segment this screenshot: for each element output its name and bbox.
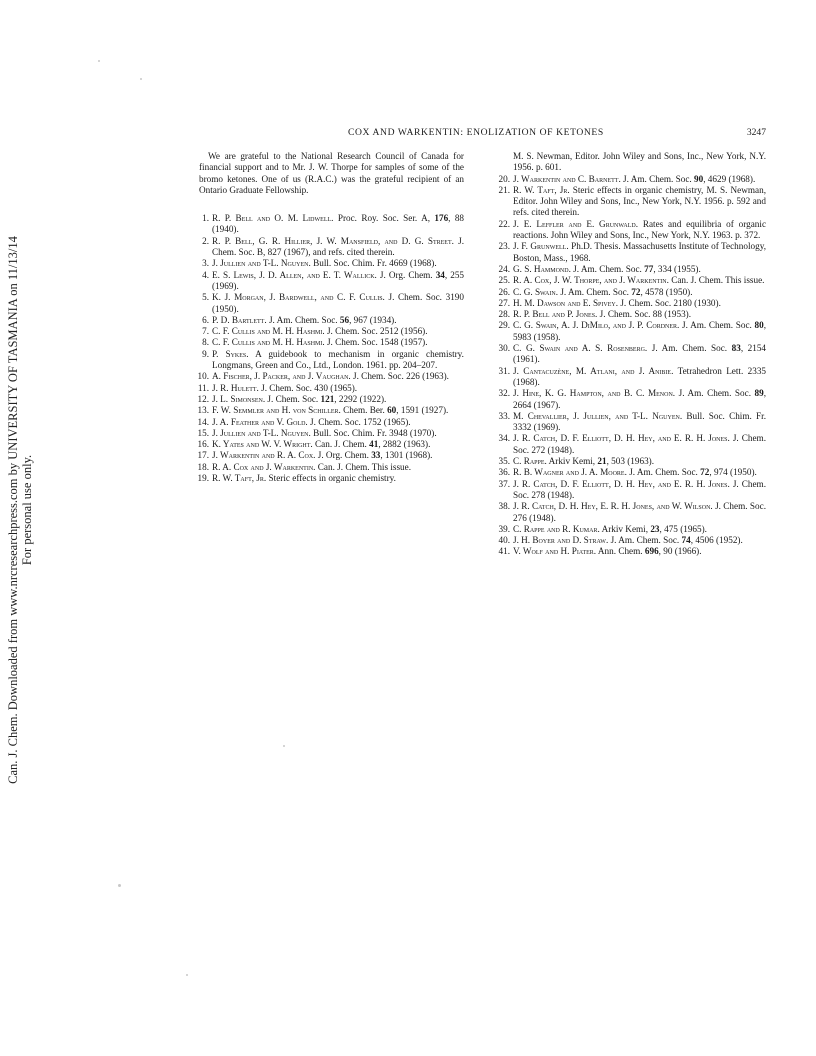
reference-source: J. Chem. Soc. 3190 (1950). [212, 292, 464, 314]
running-title: COX AND WARKENTIN: ENOLIZATION OF KETONES [348, 127, 604, 138]
reference-source: J. Chem. Soc. 430 (1965). [261, 382, 358, 393]
reference-item [199, 428, 464, 439]
reference-volume: 176 [434, 213, 449, 224]
reference-number: 9. [202, 348, 209, 359]
reference-authors: R. P. Bell and P. Jones. [513, 309, 598, 320]
reference-authors: J. Cantacuzène, M. Atlani, and J. Anibie. [513, 365, 674, 376]
reference-number: 24. [498, 263, 510, 274]
reference-source: Tetrahedron Lett. 2335 (1968). [513, 365, 767, 387]
reference-item [199, 450, 464, 461]
reference-authors: P. D. Bartlett. [212, 314, 267, 325]
reference-pages: , 475 (1965). [659, 523, 707, 534]
reference-authors: H. M. Dawson and E. Spivey. [513, 297, 619, 308]
reference-number: 35. [498, 456, 510, 467]
reference-number: 31. [498, 365, 510, 376]
download-notice-line: Can. J. Chem. Downloaded from www.nrcresearchpress.com by UNIVERSITY OF TASMANIA on 11/13/14 [6, 236, 20, 784]
reference-source: Bull. Soc. Chim. Fr. 3948 (1970). [313, 427, 437, 438]
reference-authors: C. G. Swain, A. J. DiMilo, and J. P. Cordner. [513, 320, 680, 331]
reference-authors: V. Wolf and H. Piater. [513, 546, 597, 557]
reference-authors: R. P. Bell, G. R. Hillier, J. W. Mansfield, and D. G. Street. [212, 235, 454, 246]
reference-source: J. Am. Chem. Soc. [623, 173, 692, 184]
reference-number: 36. [498, 467, 510, 478]
reference-number: 27. [498, 297, 510, 308]
reference-item [199, 405, 464, 416]
reference-item [199, 270, 464, 293]
reference-authors: J. Jullien and T-L. Nguyen. [212, 427, 311, 438]
reference-item [500, 343, 766, 366]
reference-item [199, 349, 464, 372]
reference-pages: , 4578 (1950). [640, 286, 693, 297]
reference-source: J. Chem. Soc. 88 (1953). [599, 309, 692, 320]
reference-number: 32. [498, 388, 510, 399]
acknowledgement: We are grateful to the National Research Council of Canada for financial support and to Mr. J. W. Thorpe for samples of some of the bromo ketones. One of us (R.A.C.) was the grateful recipient of an Ontario Graduate Fellowship. [199, 151, 464, 195]
reference-number: 5. [202, 292, 209, 303]
reference-volume: 83 [731, 343, 741, 354]
reference-item [500, 411, 766, 434]
reference-source: Steric effects in organic chemistry. [268, 473, 396, 484]
reference-volume: 696 [644, 546, 659, 557]
reference-number: 12. [197, 393, 209, 404]
reference-source: Ph.D. Thesis. Massachusetts Institute of Technology, Boston, Mass., 1968. [513, 241, 767, 263]
reference-source: J. Chem. Soc. 272 (1948). [513, 433, 766, 455]
reference-volume: 77 [644, 263, 654, 274]
reference-authors: J. R. Catch, D. F. Elliott, D. H. Hey, and E. R. H. Jones. [513, 478, 730, 489]
reference-item [500, 174, 766, 185]
reference-item [500, 535, 766, 546]
reference-authors: J. R. Hulett. [212, 382, 259, 393]
reference-item [199, 258, 464, 269]
reference-item [500, 185, 766, 219]
reference-source: J. Chem. Soc. 1752 (1965). [310, 416, 411, 427]
reference-authors: C. Rappe. [513, 456, 547, 467]
reference-authors: C. G. Swain. [513, 286, 559, 297]
reference-source: Ann. Chem. [597, 546, 643, 557]
reference-item [500, 433, 766, 456]
reference-item [500, 320, 766, 343]
reference-volume: 60 [387, 405, 397, 416]
reference-number: 19. [197, 473, 209, 484]
reference-19-continuation: M. S. Newman, Editor. John Wiley and Sons, Inc., New York, N.Y. 1956. p. 601. [513, 151, 766, 173]
reference-source: J. Chem. Soc. B, 827 (1967), and refs. cited therein. [212, 235, 464, 258]
reference-pages: , 4629 (1968). [703, 173, 756, 184]
reference-item [199, 337, 464, 348]
reference-item [500, 546, 766, 557]
reference-pages: , 2154 (1961). [513, 343, 767, 365]
reference-item [500, 467, 766, 478]
personal-use-line: For personal use only. [20, 454, 34, 566]
scan-speck [118, 884, 121, 887]
reference-pages: , 255 (1969). [212, 269, 465, 291]
download-notice [0, 230, 40, 790]
reference-authors: G. S. Hammond. [513, 263, 571, 274]
right-column [500, 151, 766, 558]
reference-authors: J. Hine, K. G. Hampton, and B. C. Menon. [513, 388, 676, 399]
reference-volume: 33 [371, 450, 381, 461]
page-number: 3247 [746, 127, 766, 138]
reference-authors: K. J. Morgan, J. Bardwell, and C. F. Cullis. [212, 292, 385, 303]
reference-authors: M. Chevallier, J. Jullien, and T-L. Nguyen. [513, 410, 683, 421]
reference-authors: C. F. Cullis and M. H. Hashmi. [212, 326, 325, 337]
reference-source: Arkiv Kemi, [601, 523, 649, 534]
reference-number: 11. [197, 382, 209, 393]
reference-item [500, 287, 766, 298]
reference-number: 8. [202, 337, 209, 348]
reference-number: 40. [498, 535, 510, 546]
reference-number: 20. [498, 173, 510, 184]
reference-authors: R. A. Cox and J. Warkentin. [212, 461, 316, 472]
reference-authors: J. Warkentin and C. Barnett. [513, 173, 621, 184]
reference-volume: 34 [435, 269, 445, 280]
reference-authors: J. R. Catch, D. H. Hey, E. R. H. Jones, and W. Wilson. [513, 501, 713, 512]
reference-volume: 56 [339, 314, 350, 325]
reference-item [199, 315, 464, 326]
reference-number: 26. [498, 286, 510, 297]
reference-source: J. Chem. Soc. 1548 (1957). [326, 337, 428, 348]
reference-source: J. Org. Chem. [317, 450, 369, 461]
scan-speck [186, 974, 188, 976]
reference-volume: 23 [650, 523, 660, 534]
reference-pages: , 88 (1940). [212, 213, 465, 235]
reference-authors: J. F. Grunwell. [513, 241, 569, 252]
reference-authors: J. Warkentin and R. A. Cox. [212, 450, 316, 461]
reference-authors: C. F. Cullis and M. H. Hashmi. [212, 337, 325, 348]
reference-number: 18. [197, 461, 209, 472]
reference-item [500, 524, 766, 535]
reference-source: J. Am. Chem. Soc. [610, 535, 680, 546]
reference-source: J. Am. Chem. Soc. [651, 343, 728, 354]
running-head [200, 127, 766, 141]
reference-number: 23. [498, 241, 510, 252]
reference-volume: 72 [631, 286, 641, 297]
reference-number: 1. [202, 213, 209, 224]
reference-source: J. Chem. Soc. 278 (1948). [513, 478, 766, 500]
reference-volume: 89 [754, 388, 764, 399]
reference-authors: J. R. Catch, D. F. Elliott, D. H. Hey, and E. R. H. Jones. [513, 433, 730, 444]
reference-number: 29. [498, 320, 510, 331]
reference-number: 33. [498, 410, 510, 421]
reference-authors: A. Fischer, J. Packer, and J. Vaughan. [212, 371, 351, 382]
reference-authors: J. H. Boyer and D. Straw. [513, 535, 609, 546]
reference-number: 17. [197, 450, 209, 461]
reference-source: Can. J. Chem. This issue. [317, 461, 412, 472]
reference-number: 37. [498, 478, 510, 489]
reference-number: 3. [202, 258, 209, 269]
reference-list-left [199, 213, 464, 484]
reference-item [199, 213, 464, 236]
reference-number: 7. [202, 326, 209, 337]
reference-pages: , 2882 (1963). [378, 439, 431, 450]
reference-number: 6. [202, 314, 209, 325]
reference-item [500, 309, 766, 320]
reference-item [500, 219, 766, 242]
reference-volume: 74 [681, 535, 691, 546]
reference-item [500, 275, 766, 286]
reference-item [500, 501, 766, 524]
reference-item [199, 394, 464, 405]
reference-number: 4. [202, 269, 209, 280]
reference-number: 16. [197, 439, 209, 450]
reference-volume: 41 [369, 439, 379, 450]
reference-authors: C. Rappe and R. Kumar. [513, 523, 600, 534]
reference-source: Can. J. Chem. This issue. [671, 275, 765, 286]
reference-number: 14. [197, 416, 209, 427]
reference-pages: , 90 (1966). [658, 546, 702, 557]
reference-pages: , 2664 (1967). [513, 388, 767, 410]
reference-pages: , 4506 (1952). [690, 535, 743, 546]
reference-pages: , 1301 (1968). [380, 450, 433, 461]
reference-source: J. Am. Chem. Soc. [678, 388, 751, 399]
reference-authors: J. A. Feather and V. Gold. [212, 416, 308, 427]
reference-number: 30. [498, 343, 510, 354]
reference-authors: J. Jullien and T-L. Nguyen. [212, 258, 311, 269]
reference-item [199, 462, 464, 473]
reference-item [199, 417, 464, 428]
reference-item [199, 383, 464, 394]
reference-source: Arkiv Kemi, [548, 456, 596, 467]
reference-item [199, 292, 464, 315]
reference-source: J. Am. Chem. Soc. [268, 314, 338, 325]
reference-authors: P. Sykes. [212, 348, 249, 359]
reference-authors: K. Yates and W. V. Wright. [212, 439, 313, 450]
reference-number: 34. [498, 433, 510, 444]
scan-speck [140, 78, 142, 80]
reference-number: 2. [202, 235, 209, 246]
reference-number: 28. [498, 309, 510, 320]
reference-number: 22. [498, 218, 510, 229]
reference-item [500, 241, 766, 264]
reference-authors: J. L. Simonsen. [212, 393, 266, 404]
reference-item [500, 456, 766, 467]
reference-source: Proc. Roy. Soc. Ser. A, [337, 213, 430, 224]
reference-authors: J. E. Leffler and E. Grunwald. [513, 218, 638, 229]
reference-list-right [500, 174, 766, 558]
reference-source: Bull. Soc. Chim. Fr. 4669 (1968). [313, 258, 437, 269]
reference-authors: R. A. Cox, J. W. Thorpe, and J. Warkentin. [513, 275, 669, 286]
reference-volume: 72 [700, 467, 710, 478]
reference-pages: , 334 (1955). [653, 263, 701, 274]
reference-pages: , 503 (1963). [606, 456, 655, 467]
reference-pages: , 5983 (1958). [513, 320, 767, 342]
left-column [199, 151, 464, 484]
reference-number: 25. [498, 275, 510, 286]
reference-authors: F. W. Semmler and H. von Schiller. [212, 405, 341, 416]
reference-source: A guidebook to mechanism in organic chemistry. Longmans, Green and Co., Ltd., London. 1961. pp. 204–207. [212, 348, 464, 371]
reference-source: J. Chem. Soc. 2180 (1930). [620, 297, 721, 308]
reference-authors: R. W. Taft, Jr. [212, 473, 267, 484]
reference-item [500, 366, 766, 389]
reference-pages: , 967 (1934). [349, 314, 397, 325]
reference-source: J. Org. Chem. [379, 269, 433, 280]
reference-authors: R. B. Wagner and J. A. Moore. [513, 467, 627, 478]
reference-item [199, 326, 464, 337]
reference-source: J. Am. Chem. Soc. [682, 320, 752, 331]
reference-source: J. Am. Chem. Soc. [573, 263, 642, 274]
reference-number: 21. [498, 184, 510, 195]
reference-authors: E. S. Lewis, J. D. Allen, and E. T. Wallick. [212, 269, 377, 280]
reference-volume: 121 [320, 393, 335, 404]
reference-item [199, 236, 464, 259]
reference-source: Rates and equilibria of organic reactions. John Wiley and Sons, Inc., New York, N.Y. 1963. p. 372. [513, 218, 767, 241]
reference-volume: 80 [754, 320, 764, 331]
reference-item [500, 264, 766, 275]
reference-source: J. Chem. Soc. 276 (1948). [513, 501, 766, 523]
reference-item [500, 388, 766, 411]
reference-pages: , 1591 (1927). [396, 405, 449, 416]
scan-speck [98, 60, 100, 62]
reference-item [199, 371, 464, 382]
reference-item [500, 298, 766, 309]
reference-volume: 90 [694, 173, 704, 184]
reference-pages: , 2292 (1922). [334, 393, 387, 404]
reference-source: Chem. Ber. [343, 405, 385, 416]
reference-pages: , 974 (1950). [709, 467, 757, 478]
reference-source: J. Chem. Soc. 226 (1963). [353, 371, 449, 382]
reference-authors: C. G. Swain and A. S. Rosenberg. [513, 343, 648, 354]
reference-number: 13. [197, 405, 209, 416]
reference-number: 38. [498, 501, 510, 512]
scan-speck [283, 745, 285, 747]
reference-authors: R. W. Taft, Jr. [513, 184, 570, 195]
reference-source: J. Chem. Soc. 2512 (1956). [326, 326, 428, 337]
reference-volume: 21 [597, 456, 607, 467]
reference-source: J. Am. Chem. Soc. [560, 286, 629, 297]
reference-number: 39. [498, 523, 510, 534]
reference-source: Can. J. Chem. [315, 439, 367, 450]
reference-source: Bull. Soc. Chim. Fr. 3332 (1969). [513, 410, 766, 433]
reference-source: Steric effects in organic chemistry, M. S. Newman, Editor. John Wiley and Sons, Inc., New York, N.Y. 1956. p. 592 and refs. cited therein. [513, 184, 766, 218]
reference-number: 10. [197, 371, 209, 382]
reference-number: 41. [498, 546, 510, 557]
reference-number: 15. [197, 427, 209, 438]
reference-item [199, 473, 464, 484]
reference-authors: R. P. Bell and O. M. Lidwell. [212, 213, 334, 224]
reference-source: J. Am. Chem. Soc. [629, 467, 698, 478]
reference-source: J. Chem. Soc. [267, 393, 319, 404]
reference-item [500, 479, 766, 502]
reference-item [199, 439, 464, 450]
